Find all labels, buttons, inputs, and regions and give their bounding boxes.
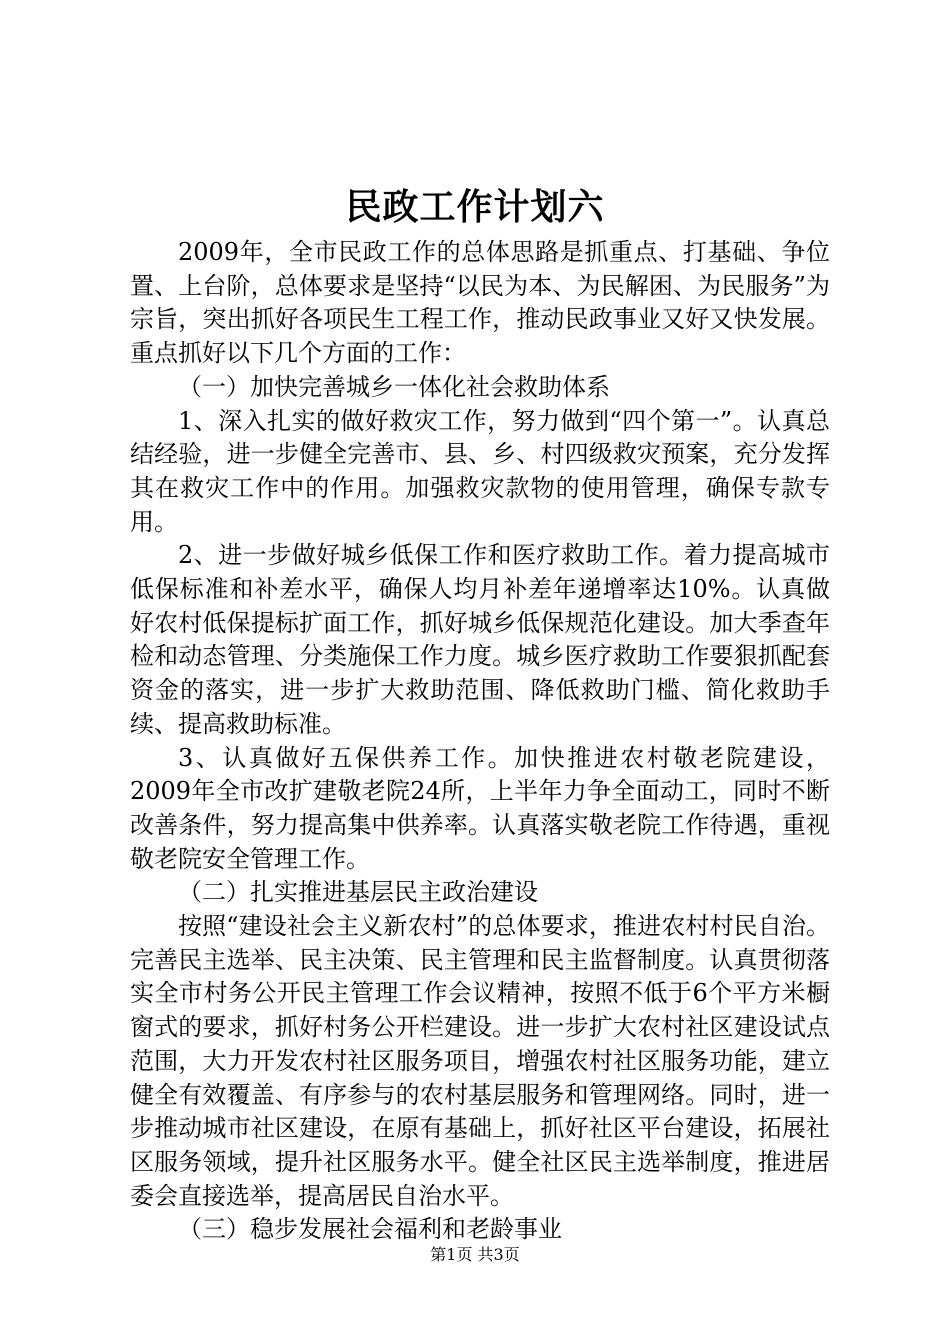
section-heading-2: （二）扎实推进基层民主政治建设 (178, 878, 538, 907)
paragraph-2-1: 按照“建设社会主义新农村”的总体要求，推进农村村民自治。完善民主选举、民主决策、民主管理和民主监督制度。认真贯彻落实全市村务公开民主管理工作会议精神，按照不低于6个平方米橱窗式的要求，抓好村务公开栏建设。进一步扩大农村社区建设试点范围，大力开发农村社区服务项目，增强农村社区服务功能，建立健全有效覆盖、有序参与的农村基层服务和管理网络。同时，进一步推动城市社区建设，在原有基础上，抓好社区平台建设，拓展社区服务领域，提升社区服务水平。健全社区民主选举制度，推进居委会直接选举，提高居民自治水平。 (130, 912, 830, 1210)
document-body (130, 236, 830, 1247)
paragraph-1-3: 3、认真做好五保供养工作。加快推进农村敬老院建设，2009年全市改扩建敬老院24所，上半年力争全面动工，同时不断改善条件，努力提高集中供养率。认真落实敬老院工作待遇，重视敬老院安全管理工作。 (130, 743, 830, 873)
section-heading-3: （三）稳步发展社会福利和老龄事业 (178, 1215, 562, 1244)
intro-paragraph: 2009年，全市民政工作的总体思路是抓重点、打基础、争位置、上台阶，总体要求是坚持“以民为本、为民解困、为民服务”为宗旨，突出抓好各项民生工程工作，推动民政事业又好又快发展。重点抓好以下几个方面的工作： (130, 238, 830, 368)
section-heading-1: （一）加快完善城乡一体化社会救助体系 (178, 372, 610, 401)
paragraph-1-2: 2、进一步做好城乡低保工作和医疗救助工作。着力提高城市低保标准和补差水平，确保人均月补差年递增率达10%。认真做好农村低保提标扩面工作，抓好城乡低保规范化建设。加大季查年检和动态管理、分类施保工作力度。城乡医疗救助工作要狠抓配套资金的落实，进一步扩大救助范围、降低救助门槛、简化救助手续、提高救助标准。 (130, 541, 830, 738)
page-footer: 第1页 共3页 (430, 1245, 520, 1264)
paragraph-1-1: 1、深入扎实的做好救灾工作，努力做到“四个第一”。认真总结经验，进一步健全完善市、县、乡、村四级救灾预案，充分发挥其在救灾工作中的作用。加强救灾款物的使用管理，确保专款专用。 (130, 406, 830, 536)
document-title: 民政工作计划六 (345, 187, 605, 228)
